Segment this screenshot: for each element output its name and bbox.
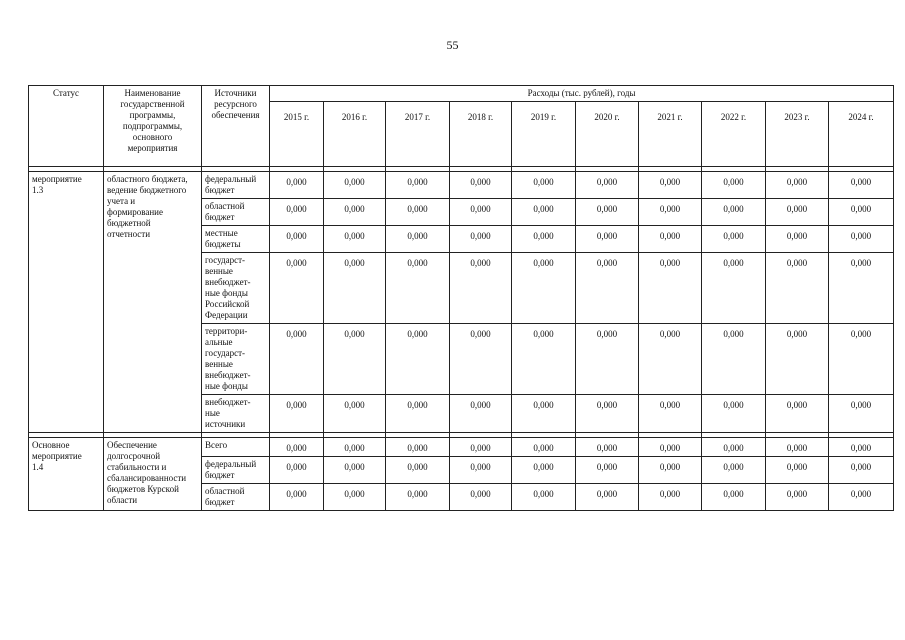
- value-cell: 0,000: [829, 226, 894, 253]
- value-cell: 0,000: [639, 457, 702, 484]
- table-row: [29, 172, 894, 199]
- value-cell: 0,000: [639, 226, 702, 253]
- value-cell: 0,000: [324, 324, 386, 395]
- resource-table: [28, 85, 894, 511]
- value-cell: 0,000: [576, 172, 639, 199]
- value-cell: 0,000: [450, 438, 512, 457]
- value-cell: 0,000: [324, 172, 386, 199]
- value-cell: 0,000: [386, 484, 450, 511]
- value-cell: 0,000: [450, 172, 512, 199]
- value-cell: 0,000: [386, 172, 450, 199]
- value-cell: 0,000: [386, 226, 450, 253]
- value-cell: 0,000: [766, 484, 829, 511]
- value-cell: 0,000: [576, 438, 639, 457]
- value-cell: 0,000: [766, 253, 829, 324]
- value-cell: 0,000: [270, 438, 324, 457]
- value-cell: 0,000: [829, 457, 894, 484]
- value-cell: 0,000: [512, 172, 576, 199]
- value-cell: 0,000: [702, 199, 766, 226]
- value-cell: 0,000: [386, 199, 450, 226]
- value-cell: 0,000: [702, 457, 766, 484]
- value-cell: 0,000: [576, 226, 639, 253]
- value-cell: 0,000: [450, 226, 512, 253]
- program-name-cell: областного бюджета, ведение бюджетного учета и формирование бюджетной отчетности: [104, 172, 202, 433]
- value-cell: 0,000: [766, 395, 829, 433]
- source-cell: территори- альные государст- венные внебюджет- ные фонды: [202, 324, 270, 395]
- year-header: 2018 г.: [450, 102, 512, 167]
- source-cell: областной бюджет: [202, 199, 270, 226]
- value-cell: 0,000: [766, 457, 829, 484]
- source-header: Источники ресурсного обеспечения: [202, 86, 270, 167]
- source-cell: областной бюджет: [202, 484, 270, 511]
- value-cell: 0,000: [270, 484, 324, 511]
- source-cell: федеральный бюджет: [202, 457, 270, 484]
- value-cell: 0,000: [639, 324, 702, 395]
- value-cell: 0,000: [639, 395, 702, 433]
- year-header: 2016 г.: [324, 102, 386, 167]
- value-cell: 0,000: [576, 484, 639, 511]
- value-cell: 0,000: [450, 253, 512, 324]
- value-cell: 0,000: [702, 226, 766, 253]
- value-cell: 0,000: [639, 484, 702, 511]
- year-header: 2020 г.: [576, 102, 639, 167]
- name-header: Наименование государственной программы, подпрограммы, основного мероприятия: [104, 86, 202, 167]
- value-cell: 0,000: [270, 395, 324, 433]
- value-cell: 0,000: [270, 226, 324, 253]
- value-cell: 0,000: [450, 484, 512, 511]
- value-cell: 0,000: [512, 457, 576, 484]
- year-header: 2017 г.: [386, 102, 450, 167]
- source-cell: местные бюджеты: [202, 226, 270, 253]
- value-cell: 0,000: [576, 395, 639, 433]
- value-cell: 0,000: [766, 226, 829, 253]
- value-cell: 0,000: [766, 324, 829, 395]
- value-cell: 0,000: [639, 253, 702, 324]
- value-cell: 0,000: [829, 484, 894, 511]
- value-cell: 0,000: [450, 324, 512, 395]
- value-cell: 0,000: [576, 457, 639, 484]
- value-cell: 0,000: [270, 253, 324, 324]
- value-cell: 0,000: [512, 253, 576, 324]
- value-cell: 0,000: [639, 438, 702, 457]
- source-cell: Всего: [202, 438, 270, 457]
- table-row: [29, 438, 894, 457]
- program-name-cell: Обеспечение долгосрочной стабильности и сбалансированности бюджетов Курской области: [104, 438, 202, 511]
- value-cell: 0,000: [324, 457, 386, 484]
- value-cell: 0,000: [324, 199, 386, 226]
- value-cell: 0,000: [512, 395, 576, 433]
- value-cell: 0,000: [450, 199, 512, 226]
- value-cell: 0,000: [324, 253, 386, 324]
- value-cell: 0,000: [829, 438, 894, 457]
- value-cell: 0,000: [766, 199, 829, 226]
- year-header: 2019 г.: [512, 102, 576, 167]
- value-cell: 0,000: [270, 324, 324, 395]
- year-header: 2021 г.: [639, 102, 702, 167]
- value-cell: 0,000: [829, 395, 894, 433]
- page-number: 55: [446, 38, 459, 52]
- value-cell: 0,000: [829, 172, 894, 199]
- value-cell: 0,000: [324, 395, 386, 433]
- value-cell: 0,000: [386, 253, 450, 324]
- value-cell: 0,000: [639, 199, 702, 226]
- value-cell: 0,000: [829, 324, 894, 395]
- value-cell: 0,000: [386, 438, 450, 457]
- year-header: 2023 г.: [766, 102, 829, 167]
- value-cell: 0,000: [576, 253, 639, 324]
- value-cell: 0,000: [512, 324, 576, 395]
- value-cell: 0,000: [576, 324, 639, 395]
- year-header: 2015 г.: [270, 102, 324, 167]
- value-cell: 0,000: [702, 253, 766, 324]
- value-cell: 0,000: [324, 438, 386, 457]
- value-cell: 0,000: [386, 395, 450, 433]
- value-cell: 0,000: [766, 172, 829, 199]
- value-cell: 0,000: [270, 172, 324, 199]
- source-cell: внебюджет- ные источники: [202, 395, 270, 433]
- value-cell: 0,000: [829, 253, 894, 324]
- year-header: 2024 г.: [829, 102, 894, 167]
- status-header: Статус: [29, 86, 104, 167]
- value-cell: 0,000: [386, 457, 450, 484]
- value-cell: 0,000: [702, 172, 766, 199]
- value-cell: 0,000: [386, 324, 450, 395]
- value-cell: 0,000: [512, 226, 576, 253]
- value-cell: 0,000: [766, 438, 829, 457]
- source-cell: федеральный бюджет: [202, 172, 270, 199]
- value-cell: 0,000: [324, 484, 386, 511]
- expenses-header: Расходы (тыс. рублей), годы: [270, 86, 894, 102]
- value-cell: 0,000: [702, 324, 766, 395]
- value-cell: 0,000: [512, 484, 576, 511]
- source-cell: государст- венные внебюджет- ные фонды Российской Федерации: [202, 253, 270, 324]
- value-cell: 0,000: [702, 395, 766, 433]
- value-cell: 0,000: [270, 199, 324, 226]
- value-cell: 0,000: [702, 484, 766, 511]
- value-cell: 0,000: [512, 199, 576, 226]
- value-cell: 0,000: [270, 457, 324, 484]
- value-cell: 0,000: [324, 226, 386, 253]
- value-cell: 0,000: [450, 395, 512, 433]
- value-cell: 0,000: [450, 457, 512, 484]
- status-cell: мероприятие 1.3: [29, 172, 104, 433]
- year-header: 2022 г.: [702, 102, 766, 167]
- value-cell: 0,000: [512, 438, 576, 457]
- value-cell: 0,000: [702, 438, 766, 457]
- value-cell: 0,000: [576, 199, 639, 226]
- status-cell: Основное мероприятие 1.4: [29, 438, 104, 511]
- value-cell: 0,000: [639, 172, 702, 199]
- value-cell: 0,000: [829, 199, 894, 226]
